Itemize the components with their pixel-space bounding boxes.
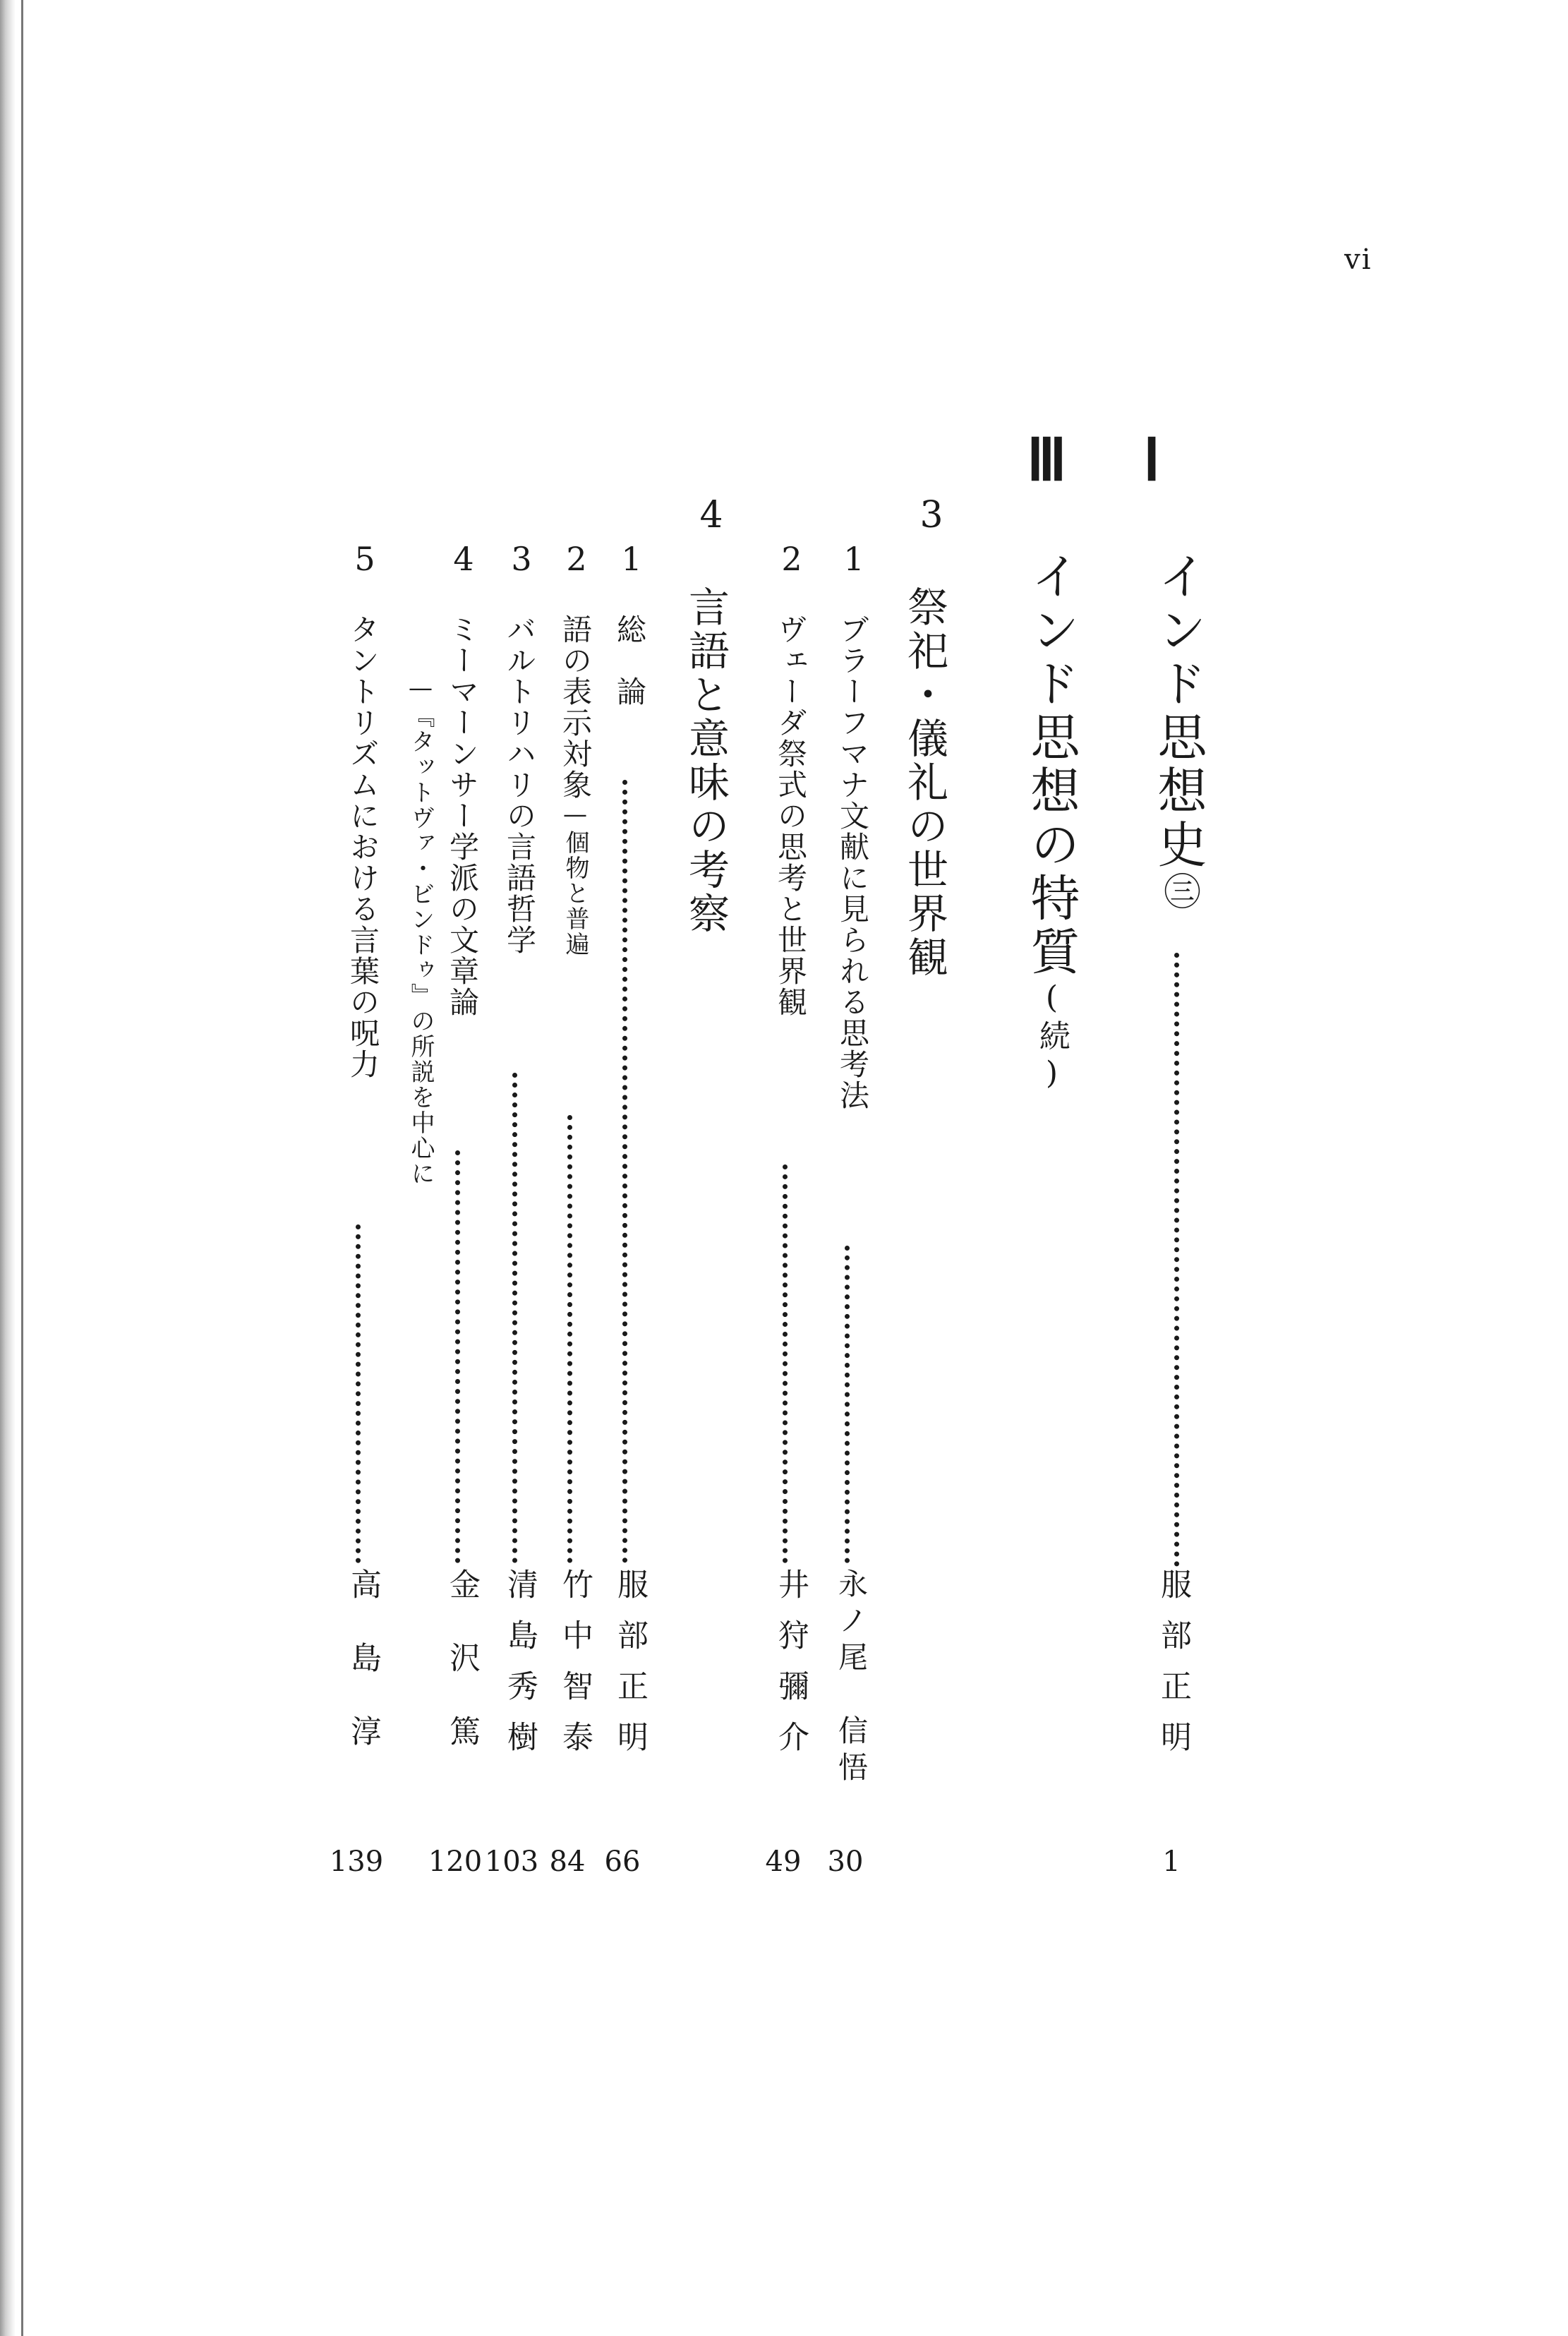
part-iii-title-text: インド思想の特質 [1023,550,1080,980]
entry-title [554,614,596,957]
page-number: vi [1344,243,1373,276]
part-i-author: 服部正明 [1155,1568,1191,1771]
entry-subtitle: —個物と普遍 [561,800,589,957]
entry-author: 井狩彌介 [773,1568,809,1771]
entry-author: 永ノ尾 信悟 [834,1568,869,1788]
leader-dots [845,1246,850,1563]
section-3-number: 3 [910,494,953,536]
entry-title: ヴェーダ祭式の思考と世界観 [773,614,808,1018]
entry-page: 30 [827,1846,864,1878]
section-4-title: 言語と意味の考察 [682,586,730,936]
binding-edge [0,0,16,2336]
part-i-numeral: Ⅰ [1143,428,1161,493]
entry-author: 高島淳 [345,1568,381,1788]
leader-dots [783,1164,788,1563]
part-i-page: 1 [1162,1846,1181,1878]
entry-title: 総 論 [613,614,647,707]
leader-dots [567,1115,572,1563]
part-i-title [1143,550,1214,913]
entry-page: 66 [604,1846,641,1878]
part-iii-numeral: Ⅲ [1027,428,1067,493]
leader-dots [356,1224,361,1563]
leader-dots [1174,953,1179,1567]
section-4-number: 4 [690,494,732,536]
entry-title: ミーマーンサー学派の文章論 [445,614,480,1018]
leader-dots [512,1073,517,1563]
entry-page: 84 [549,1846,586,1878]
entry-number: 3 [502,540,541,578]
entry-author: 金沢篤 [444,1568,480,1788]
section-3-title: 祭祀・儀礼の世界観 [900,586,948,980]
entry-page: 49 [765,1846,802,1878]
part-iii-title [1016,550,1087,1095]
leader-dots [455,1150,460,1563]
entry-number: 2 [773,540,811,578]
entry-title: バルトリハリの言語哲学 [502,614,537,956]
part-i-title-text: インド思想史 [1150,550,1207,872]
entry-number: 1 [613,540,651,578]
entry-author: 清島秀樹 [502,1568,538,1771]
entry-author: 服部正明 [612,1568,648,1771]
leader-dots [622,780,627,1563]
entry-page: 103 [484,1846,539,1878]
entry-title: タントリズムにおける言葉の呪力 [346,614,380,1080]
entry-title-text: 語の表示対象 [558,614,593,800]
entry-title: ブラーフマナ文献に見られる思考法 [836,614,870,1111]
entry-number: 2 [557,540,596,578]
entry-number: 5 [346,540,384,578]
entry-author: 竹中智泰 [557,1568,593,1771]
entry-subtitle: —『タットヴァ・ビンドゥ』の所説を中心に [406,674,435,1186]
entry-page: 139 [329,1846,384,1878]
entry-number: 4 [445,540,483,578]
entry-number: 1 [835,540,873,578]
part-iii-title-suffix: (続) [1034,980,1070,1095]
entry-page: 120 [428,1846,483,1878]
part-i-title-suffix: ㊂ [1157,872,1200,913]
binding-line [21,0,23,2336]
